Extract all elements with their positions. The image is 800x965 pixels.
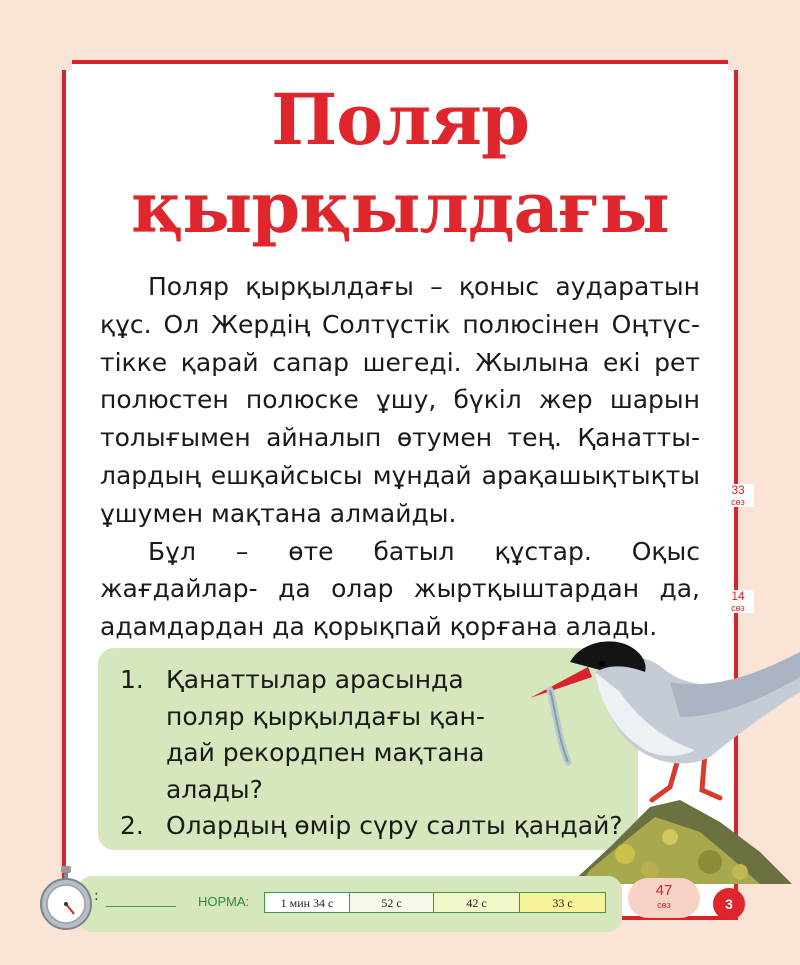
question-line: дай рекордпен мақтана	[166, 738, 485, 767]
total-word-count-number: 47	[655, 882, 673, 899]
text-line: да олар жыртқыштардан да, адамдардан да	[100, 574, 700, 642]
reading-text	[100, 268, 700, 646]
frame-corner	[58, 56, 72, 70]
page-number: 3	[713, 888, 745, 920]
total-word-count-unit: сөз	[657, 900, 671, 910]
text-line: құс. Ол Жердің Солтүстік полюсінен Оңтүс-	[100, 309, 700, 339]
question-number: 2.	[120, 811, 144, 840]
tern-beak-with-fish	[530, 667, 592, 762]
page-title	[70, 76, 730, 252]
word-count-unit: сөз	[731, 603, 745, 613]
text-line: толығымен айналып өтумен тең. Қанатты-	[100, 423, 700, 453]
word-count-number: 33	[731, 483, 745, 497]
norma-cell: 42 с	[434, 892, 520, 913]
norma-cell: 52 с	[350, 892, 434, 913]
frame-corner	[728, 56, 742, 70]
text-line: тікке қарай сапар шегеді. Жылына екі рет	[100, 347, 700, 377]
norma-label: НОРМА:	[198, 894, 250, 909]
question-line: Олардың өмір сүру салты қандай?	[166, 811, 623, 840]
question-number: 1.	[120, 665, 144, 694]
question-line: алады?	[166, 774, 263, 804]
time-input-line[interactable]	[106, 906, 176, 907]
text-line: қорықпай қорғана алады.	[312, 612, 658, 642]
word-count-paragraph-2	[722, 590, 754, 613]
text-line: полюстен полюске ұшу, бүкіл жер шарын	[100, 385, 700, 415]
time-colon: :	[94, 888, 99, 904]
stopwatch-icon	[38, 866, 94, 932]
text-line: лардың ешқайсысы мұндай арақашықтықты	[100, 460, 700, 490]
rock-with-lichen	[570, 800, 792, 884]
norma-cell: 1 мин 34 с	[264, 892, 350, 913]
tern-bird-illustration	[520, 622, 800, 884]
title-line-1: Поляр	[271, 78, 529, 161]
word-count-paragraph-1	[722, 484, 754, 507]
question-text	[166, 662, 485, 808]
paragraph-1	[100, 268, 700, 533]
tern-body	[570, 641, 800, 763]
total-word-count	[628, 878, 700, 918]
norma-cell: 33 с	[520, 892, 606, 913]
word-count-unit: сөз	[731, 497, 745, 507]
text-line: ұшумен мақтана алмайды.	[100, 498, 457, 528]
title-line-2: қырқылдағы	[131, 166, 669, 249]
text-line: Бұл – өте батыл құстар. Оқыс жағдайлар-	[100, 536, 700, 604]
question-line: поляр қырқылдағы қан-	[166, 701, 485, 731]
question-line: Қанаттылар арасында	[166, 665, 464, 694]
word-count-number: 14	[731, 589, 745, 603]
text-line: Поляр қырқылдағы – қоныс аударатын	[148, 272, 700, 301]
norma-table	[264, 892, 606, 913]
